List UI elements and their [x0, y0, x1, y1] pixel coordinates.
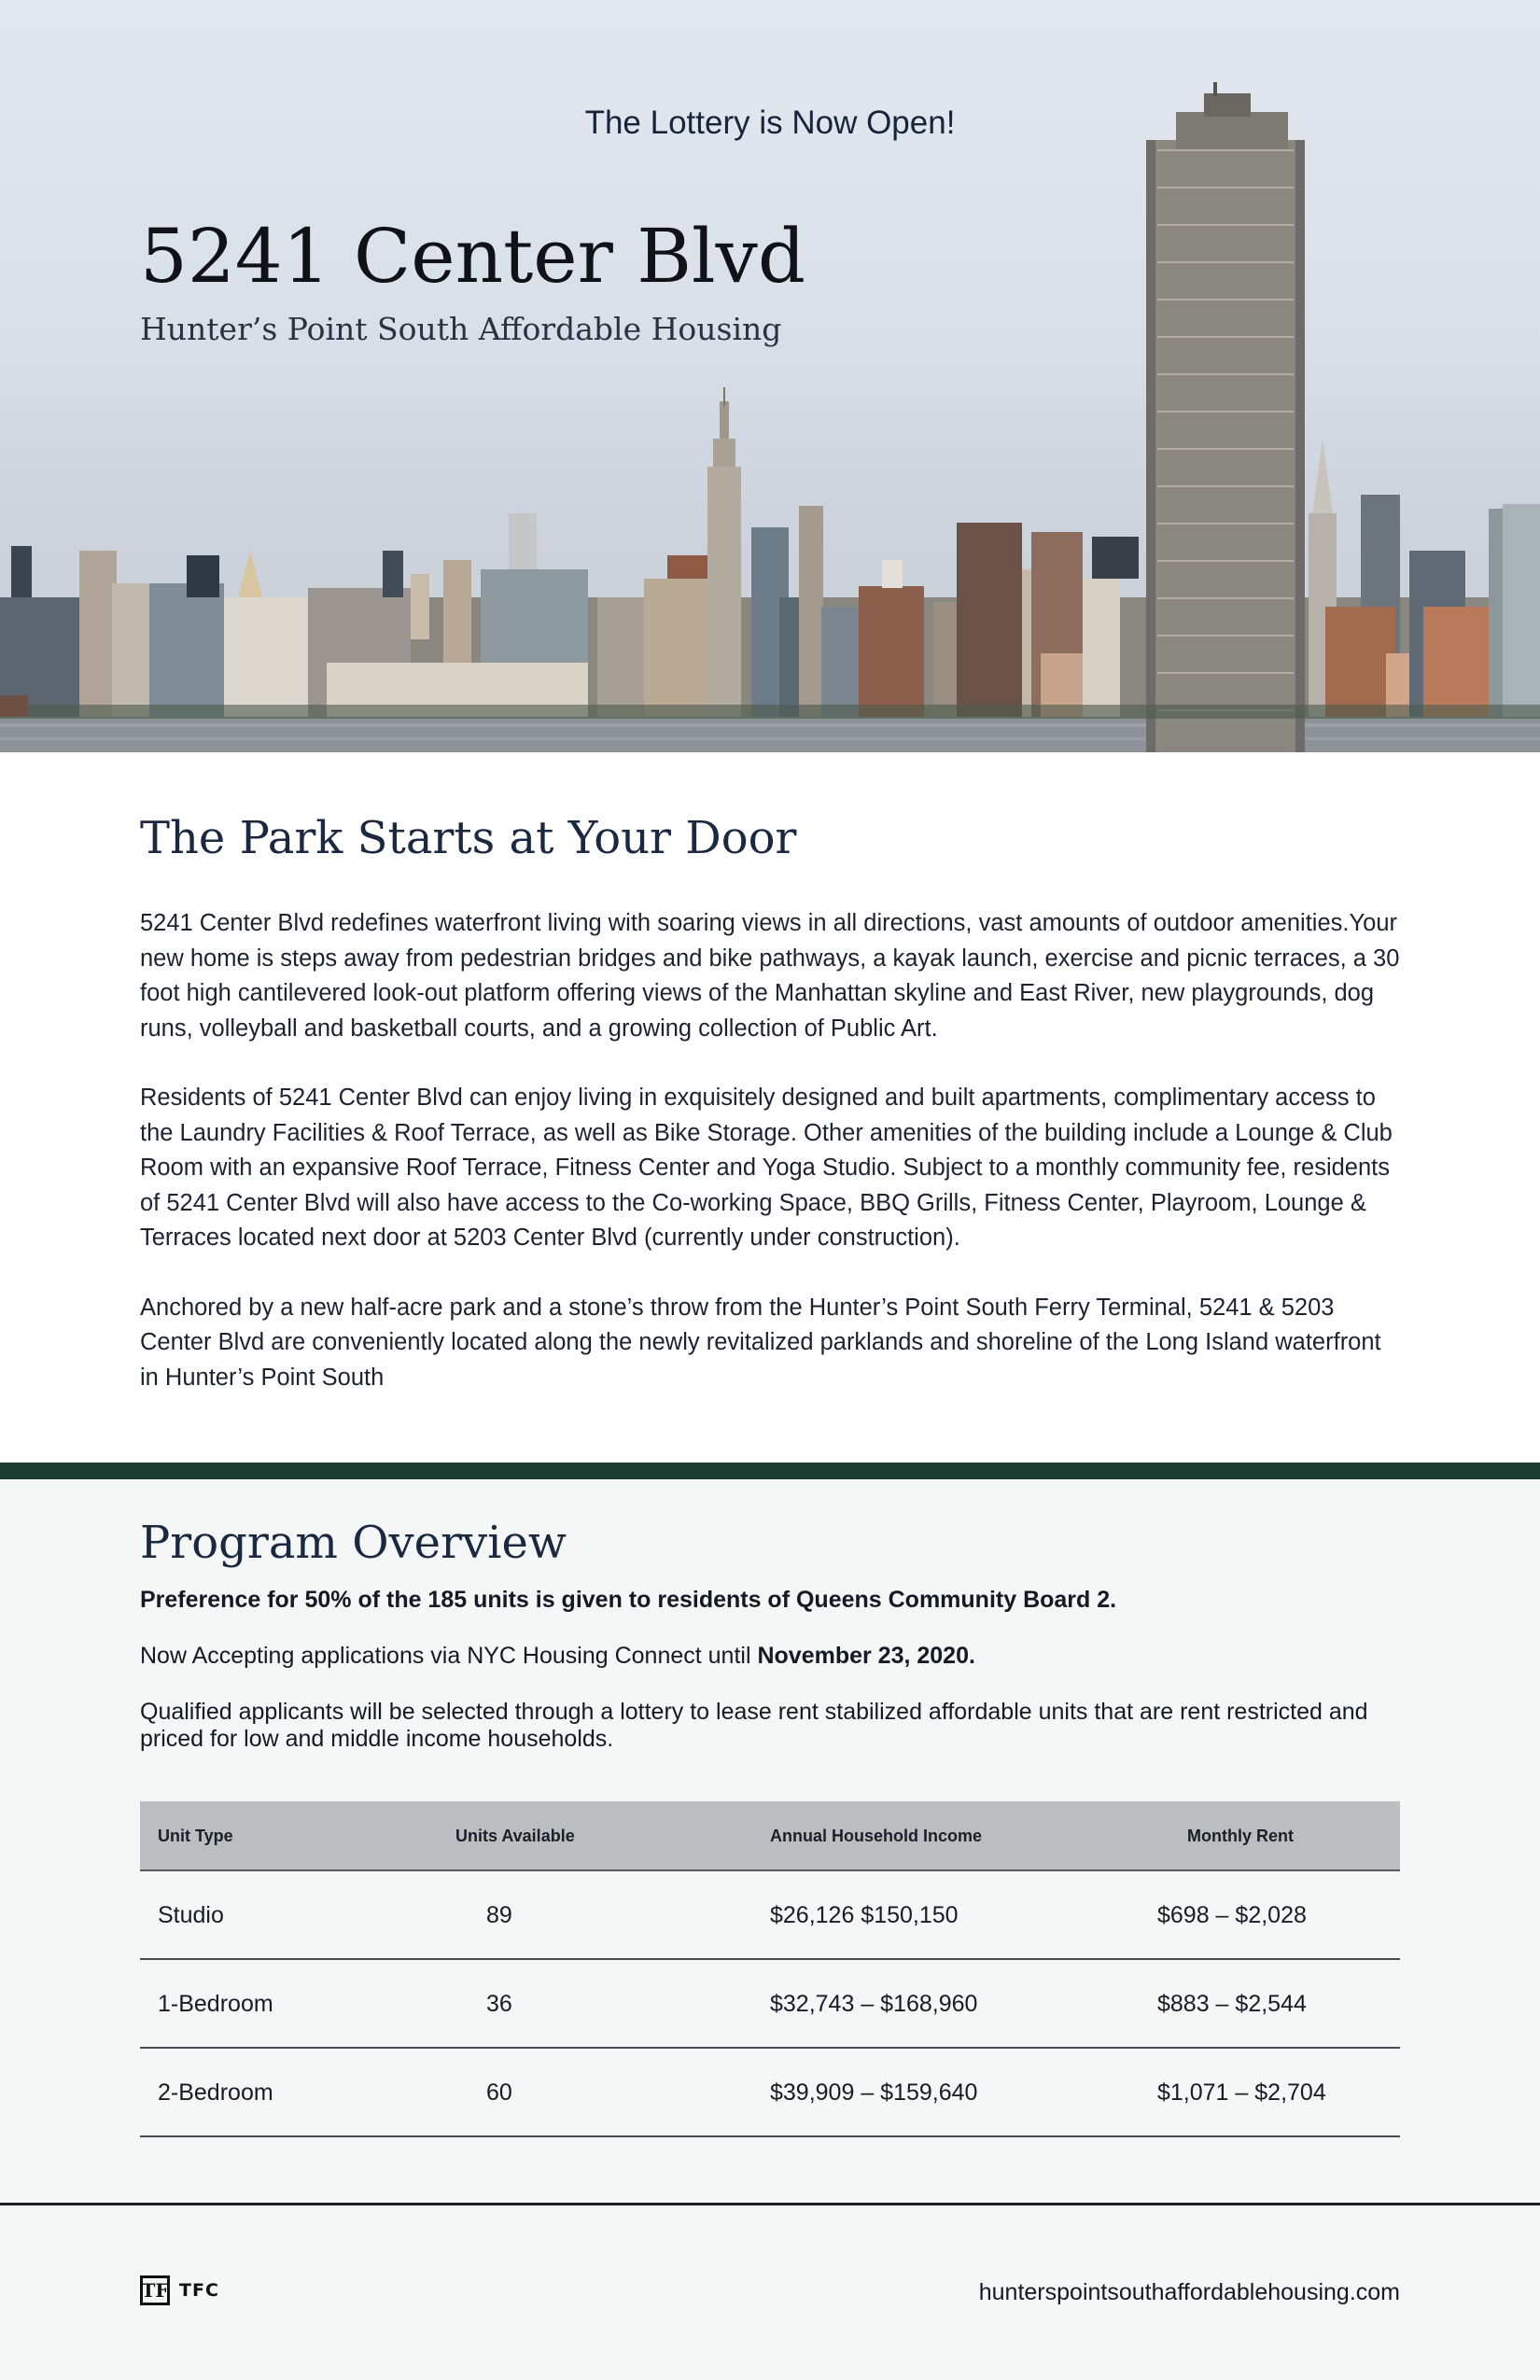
- about-heading: The Park Starts at Your Door: [140, 812, 797, 864]
- table-row: [140, 2049, 1400, 2137]
- deadline-date: November 23, 2020.: [757, 1643, 975, 1669]
- tfc-logo: [140, 2275, 219, 2305]
- footer: [0, 2205, 1540, 2380]
- page-subtitle: Hunter’s Point South Affordable Housing: [140, 311, 782, 347]
- section-divider: [0, 1463, 1540, 1479]
- accepting-text: Now Accepting applications via NYC Housing Connect until: [140, 1643, 758, 1669]
- header-unit-type: Unit Type: [158, 1827, 233, 1845]
- website-link[interactable]: hunterspointsouthaffordablehousing.com: [978, 2279, 1400, 2305]
- program-heading: Program Overview: [140, 1517, 567, 1569]
- logo-mark: TF: [140, 2275, 170, 2305]
- cell-monthly-rent: $698 – $2,028: [1157, 1902, 1307, 1928]
- cell-unit-type: 1-Bedroom: [158, 1991, 273, 2017]
- about-section: [140, 812, 1400, 1395]
- about-paragraph-3: Anchored by a new half-acre park and a stone’s throw from the Hunter’s Point South Ferry Terminal, 5241 & 5203 Center Blvd are conveniently located along the newly revitalized parklands and shoreline of the Long Island waterfront in Hunter’s Point South: [140, 1294, 1381, 1391]
- table-header: [140, 1801, 1400, 1871]
- application-deadline: [140, 1643, 975, 1670]
- cell-monthly-rent: $883 – $2,544: [1157, 1991, 1307, 2017]
- cell-units-available: 36: [486, 1991, 512, 2017]
- program-overview-section: [0, 1479, 1540, 2203]
- hero-banner: [0, 0, 1540, 752]
- page-title: 5241 Center Blvd: [140, 213, 806, 300]
- about-paragraph-1: 5241 Center Blvd redefines waterfront living with soaring views in all directions, vast amounts of outdoor amenities.Your new home is steps away from pedestrian bridges and bike pathways, a kayak launch, exercise and picnic terraces, a 30 foot high cantilevered look-out platform offering views of the Manhattan skyline and East River, new playgrounds, dog runs, volleyball and basketball courts, and a growing collection of Public Art.: [140, 910, 1400, 1042]
- qualification-note: Qualified applicants will be selected through a lottery to lease rent stabilized affordable units that are rent restricted and priced for low and middle income households.: [140, 1699, 1368, 1752]
- header-annual-income: Annual Household Income: [770, 1827, 983, 1845]
- cell-annual-income: $26,126 $150,150: [770, 1902, 959, 1928]
- header-units-available: Units Available: [455, 1827, 575, 1845]
- table-row: [140, 1871, 1400, 1960]
- header-monthly-rent: Monthly Rent: [1187, 1827, 1294, 1845]
- cell-annual-income: $39,909 – $159,640: [770, 2079, 978, 2106]
- table-row: [140, 1960, 1400, 2049]
- units-table: [140, 1801, 1400, 2137]
- cell-unit-type: 2-Bedroom: [158, 2079, 273, 2106]
- cell-unit-type: Studio: [158, 1902, 224, 1928]
- lottery-announcement: The Lottery is Now Open!: [584, 105, 956, 141]
- about-paragraph-2: Residents of 5241 Center Blvd can enjoy living in exquisitely designed and built apartments, complimentary access to the Laundry Facilities & Roof Terrace, as well as Bike Storage. Other amenities of the building include a Lounge & Club Room with an expansive Roof Terrace, Fitness Center and Yoga Studio. Subject to a monthly community fee, residents of 5241 Center Blvd will also have access to the Co-working Space, BBQ Grills, Fitness Center, Playroom, Lounge & Terraces located next door at 5203 Center Blvd (currently under construction).: [140, 1085, 1393, 1251]
- cell-annual-income: $32,743 – $168,960: [770, 1991, 978, 2017]
- logo-text: TFC: [179, 2280, 219, 2301]
- cell-units-available: 60: [486, 2079, 512, 2106]
- preference-note: Preference for 50% of the 185 units is given to residents of Queens Community Board 2.: [140, 1587, 1117, 1613]
- cell-monthly-rent: $1,071 – $2,704: [1157, 2079, 1326, 2106]
- cell-units-available: 89: [486, 1902, 512, 1928]
